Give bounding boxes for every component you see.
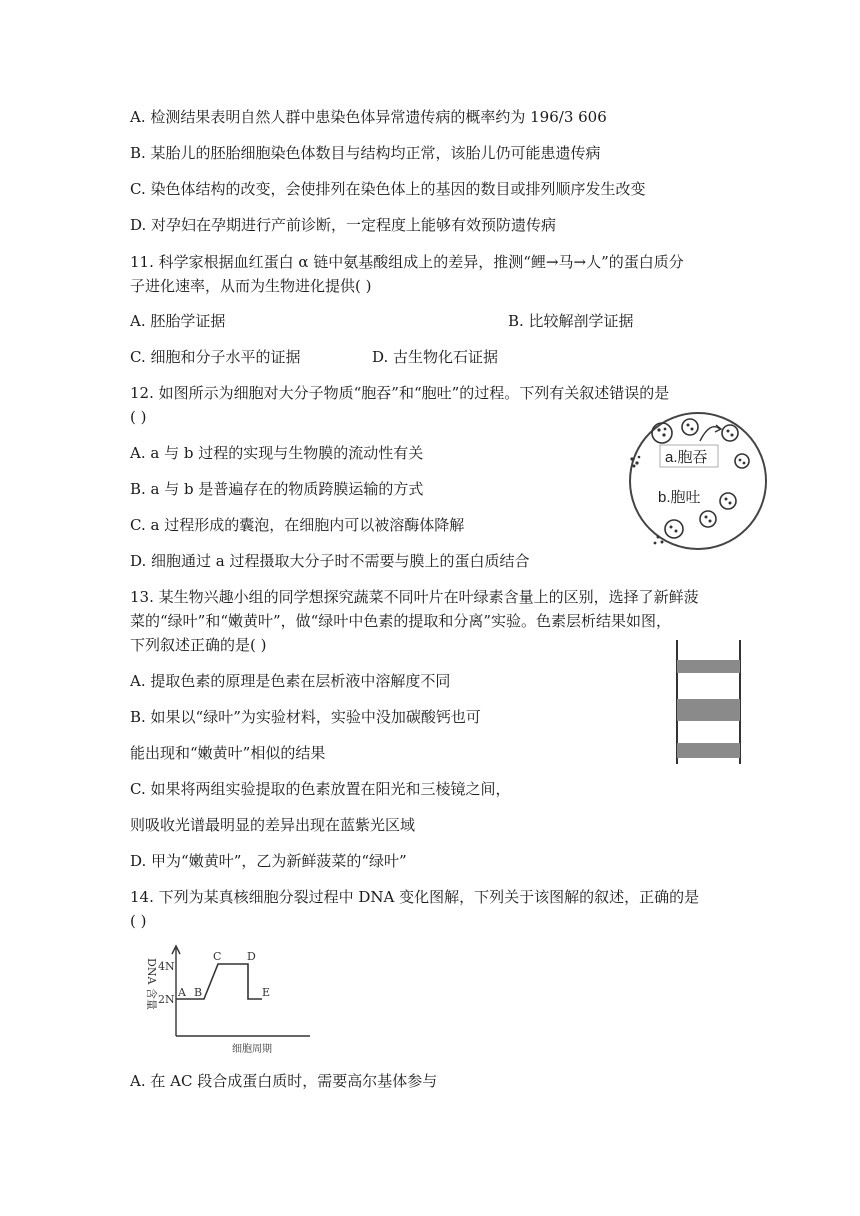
q11-options-row2	[130, 347, 730, 367]
point-label-a: A	[178, 986, 186, 999]
point-label-b: B	[194, 986, 203, 999]
vesicle-bottom-right	[720, 493, 736, 509]
q12-option-d: D. 细胞通过 a 过程摄取大分子时不需要与膜上的蛋白质结合	[130, 552, 530, 570]
q13-stem-line1: 13. 某生物兴趣小组的同学想探究蔬菜不同叶片在叶绿素含量上的区别，选择了新鲜菠	[130, 588, 699, 606]
dna-content-graph	[138, 944, 318, 1056]
x-axis-label: 细胞周期	[232, 1044, 272, 1055]
vesicle-right	[735, 454, 749, 468]
q12-option-b: B. a 与 b 是普遍存在的物质跨膜运输的方式	[130, 480, 424, 498]
vesicle-bottom-left	[665, 520, 683, 538]
q14-stem-line2: ( )	[130, 912, 147, 930]
q10-option-a: A. 检测结果表明自然人群中患染色体异常遗传病的概率约为 196/3 606	[130, 108, 607, 126]
arrow-curve-top	[700, 427, 720, 441]
chromatography-strip-figure	[676, 640, 742, 766]
q12-stem-line1: 12. 如图所示为细胞对大分子物质“胞吞”和“胞吐”的过程。下列有关叙述错误的是	[130, 384, 670, 402]
q10-option-b: B. 某胎儿的胚胎细胞染色体数目与结构均正常，该胎儿仍可能患遗传病	[130, 144, 601, 162]
point-label-e: E	[262, 986, 271, 999]
y-tick-4n: 4N	[158, 960, 175, 973]
y-axis-label: DNA 含量	[145, 958, 158, 1010]
point-label-c: C	[213, 950, 222, 963]
cell-membrane	[630, 413, 766, 549]
pigment-band-3	[677, 743, 740, 758]
particles-outside-bottom	[654, 536, 664, 545]
q10-option-c: C. 染色体结构的改变，会使排列在染色体上的基因的数目或排列顺序发生改变	[130, 180, 646, 198]
point-label-d: D	[247, 950, 256, 963]
q11-option-c: C. 细胞和分子水平的证据	[130, 348, 301, 366]
arrow-head-top	[715, 425, 721, 432]
pigment-band-2	[677, 699, 740, 721]
q14-stem-line1: 14. 下列为某真核细胞分裂过程中 DNA 变化图解，下列关于该图解的叙述，正确的是	[130, 888, 700, 906]
dna-curve	[176, 964, 262, 999]
y-tick-2n: 2N	[158, 993, 175, 1006]
q11-stem-line2: 子进化速率，从而为生物进化提供( )	[130, 277, 372, 295]
q11-options-row1	[130, 311, 730, 331]
vesicle-top-left	[652, 423, 672, 443]
q12-option-a: A. a 与 b 过程的实现与生物膜的流动性有关	[130, 444, 424, 462]
label-exocytosis: b.胞吐	[658, 489, 701, 506]
q11-option-a: A. 胚胎学证据	[130, 312, 226, 330]
endocytosis-exocytosis-figure	[620, 405, 770, 553]
q13-option-d: D. 甲为“嫩黄叶”，乙为新鲜菠菜的“绿叶”	[130, 852, 407, 870]
vesicle-top-middle	[682, 419, 698, 435]
vesicle-bottom-middle	[700, 511, 716, 527]
q13-option-b: B. 如果以“绿叶”为实验材料，实验中没加碳酸钙也可	[130, 708, 481, 726]
pigment-band-1	[677, 660, 740, 673]
q12-option-c: C. a 过程形成的囊泡，在细胞内可以被溶酶体降解	[130, 516, 465, 534]
q13-option-b-cont: 能出现和“嫩黄叶”相似的结果	[130, 744, 326, 762]
q13-option-c: C. 如果将两组实验提取的色素放置在阳光和三棱镜之间，	[130, 780, 511, 798]
q10-option-d: D. 对孕妇在孕期进行产前诊断，一定程度上能够有效预防遗传病	[130, 216, 557, 234]
q13-stem-line2: 菜的“绿叶”和“嫩黄叶”，做“绿叶中色素的提取和分离”实验。色素层析结果如图，	[130, 612, 672, 630]
q11-option-d: D. 古生物化石证据	[372, 348, 499, 366]
q14-option-a: A. 在 AC 段合成蛋白质时，需要高尔基体参与	[130, 1072, 438, 1090]
q11-stem-line1: 11. 科学家根据血红蛋白 α 链中氨基酸组成上的差异，推测“鲤→马→人”的蛋白质分	[130, 253, 684, 271]
q13-option-c-cont: 则吸收光谱最明显的差异出现在蓝紫光区域	[130, 816, 416, 834]
label-endocytosis: a.胞吞	[665, 449, 708, 466]
q11-option-b: B. 比较解剖学证据	[508, 312, 634, 330]
q12-stem-line2: ( )	[130, 408, 147, 426]
q13-stem-line3: 下列叙述正确的是( )	[130, 636, 267, 654]
vesicle-top-right	[722, 425, 738, 441]
q13-option-a: A. 提取色素的原理是色素在层析液中溶解度不同	[130, 672, 451, 690]
